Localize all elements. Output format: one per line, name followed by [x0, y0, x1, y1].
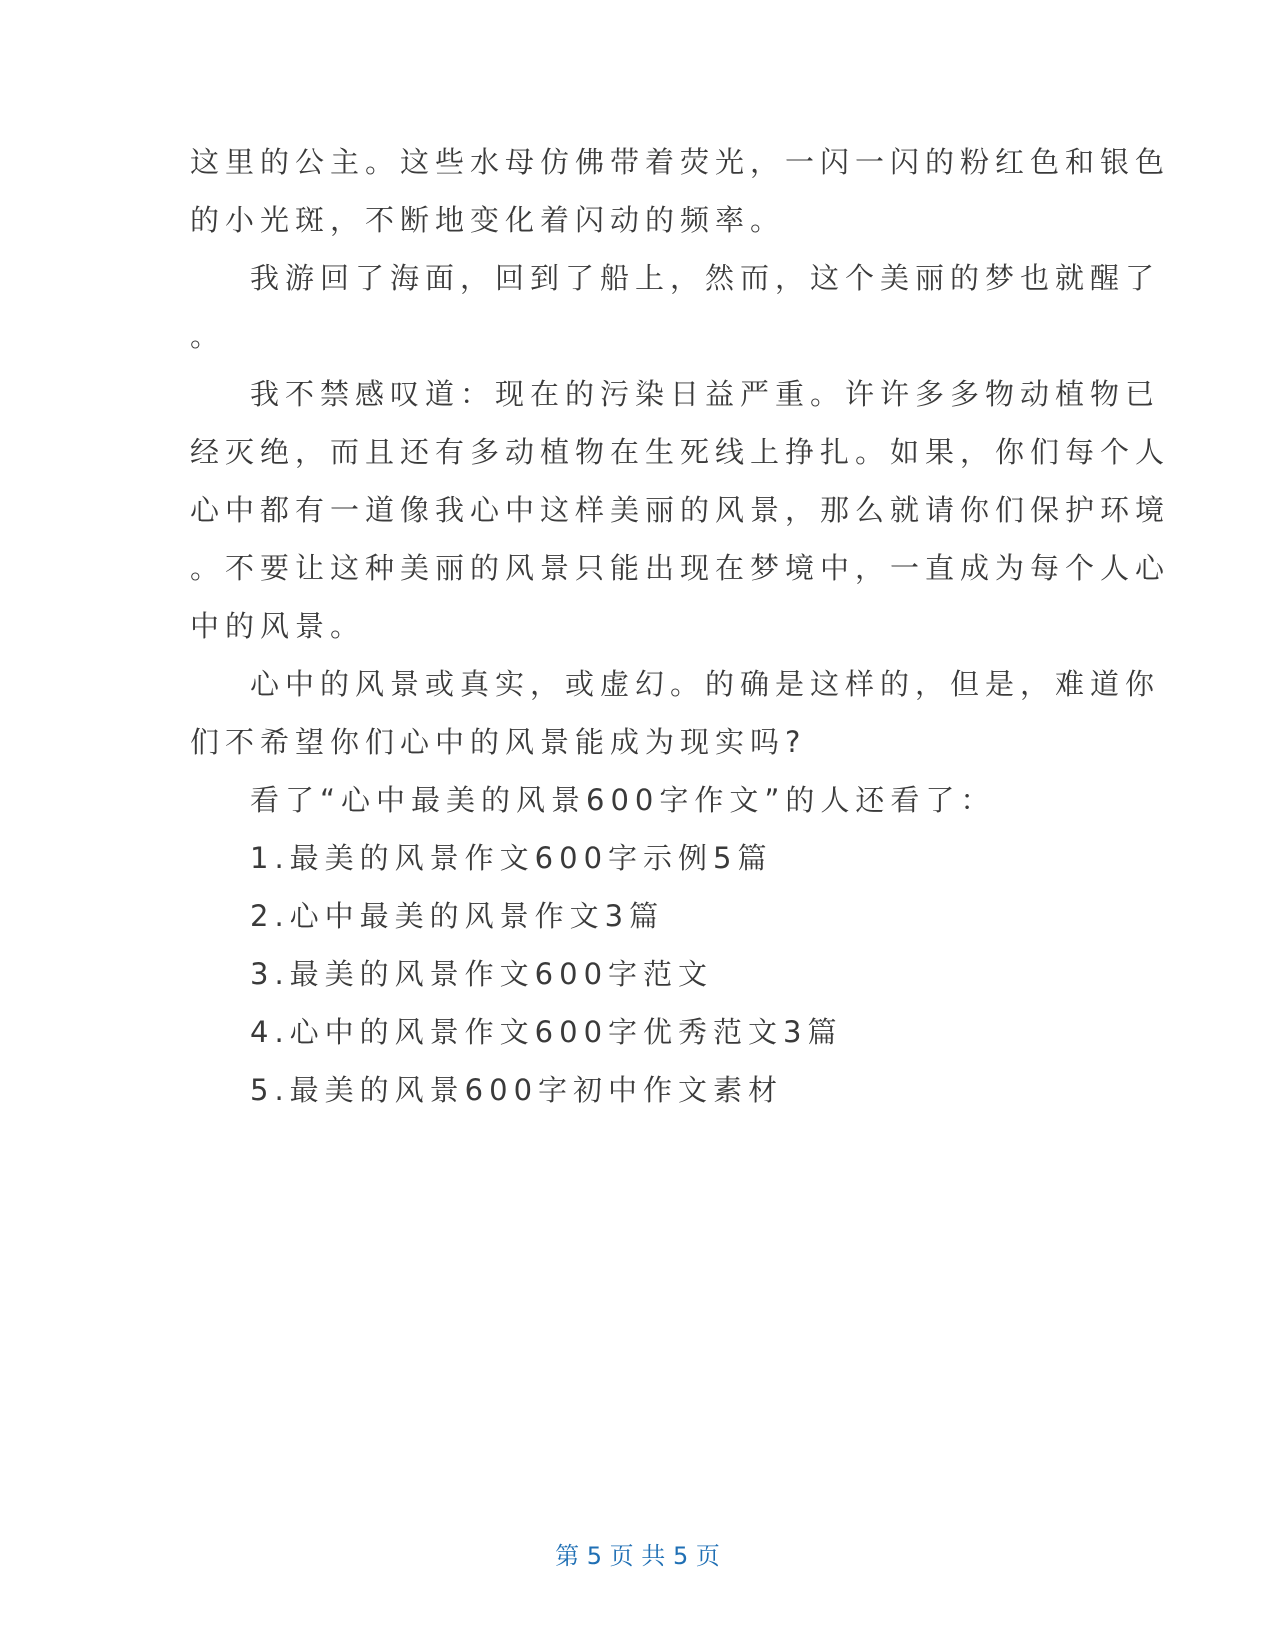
paragraph-line: 的小光斑，不断地变化着闪动的频率。	[190, 203, 786, 237]
related-link[interactable]: 5.最美的风景600字初中作文素材	[250, 1073, 784, 1107]
related-link[interactable]: 2.心中最美的风景作文3篇	[250, 899, 665, 933]
paragraph-line: 。	[190, 319, 226, 353]
paragraph-line: 心中都有一道像我心中这样美丽的风景，那么就请你们保护环境	[190, 493, 1171, 527]
paragraph-line: 我游回了海面，回到了船上，然而，这个美丽的梦也就醒了	[250, 261, 1161, 295]
page-number: 第 5 页 共 5 页	[555, 1542, 720, 1570]
paragraph-line: 我不禁感叹道：现在的污染日益严重。许许多多物动植物已	[250, 377, 1161, 411]
paragraph-line: 们不希望你们心中的风景能成为现实吗?	[190, 725, 807, 759]
paragraph-line: 这里的公主。这些水母仿佛带着荧光，一闪一闪的粉红色和银色	[190, 145, 1171, 179]
related-link[interactable]: 4.心中的风景作文600字优秀范文3篇	[250, 1015, 843, 1049]
related-link[interactable]: 3.最美的风景作文600字范文	[250, 957, 714, 991]
related-heading: 看了“心中最美的风景600字作文”的人还看了：	[250, 783, 996, 817]
paragraph-line: 经灭绝，而且还有多动植物在生死线上挣扎。如果，你们每个人	[190, 435, 1171, 469]
paragraph-line: 。不要让这种美丽的风景只能出现在梦境中，一直成为每个人心	[190, 551, 1171, 585]
paragraph-line: 中的风景。	[190, 609, 366, 643]
related-link[interactable]: 1.最美的风景作文600字示例5篇	[250, 841, 773, 875]
paragraph-line: 心中的风景或真实，或虚幻。的确是这样的，但是，难道你	[250, 667, 1161, 701]
